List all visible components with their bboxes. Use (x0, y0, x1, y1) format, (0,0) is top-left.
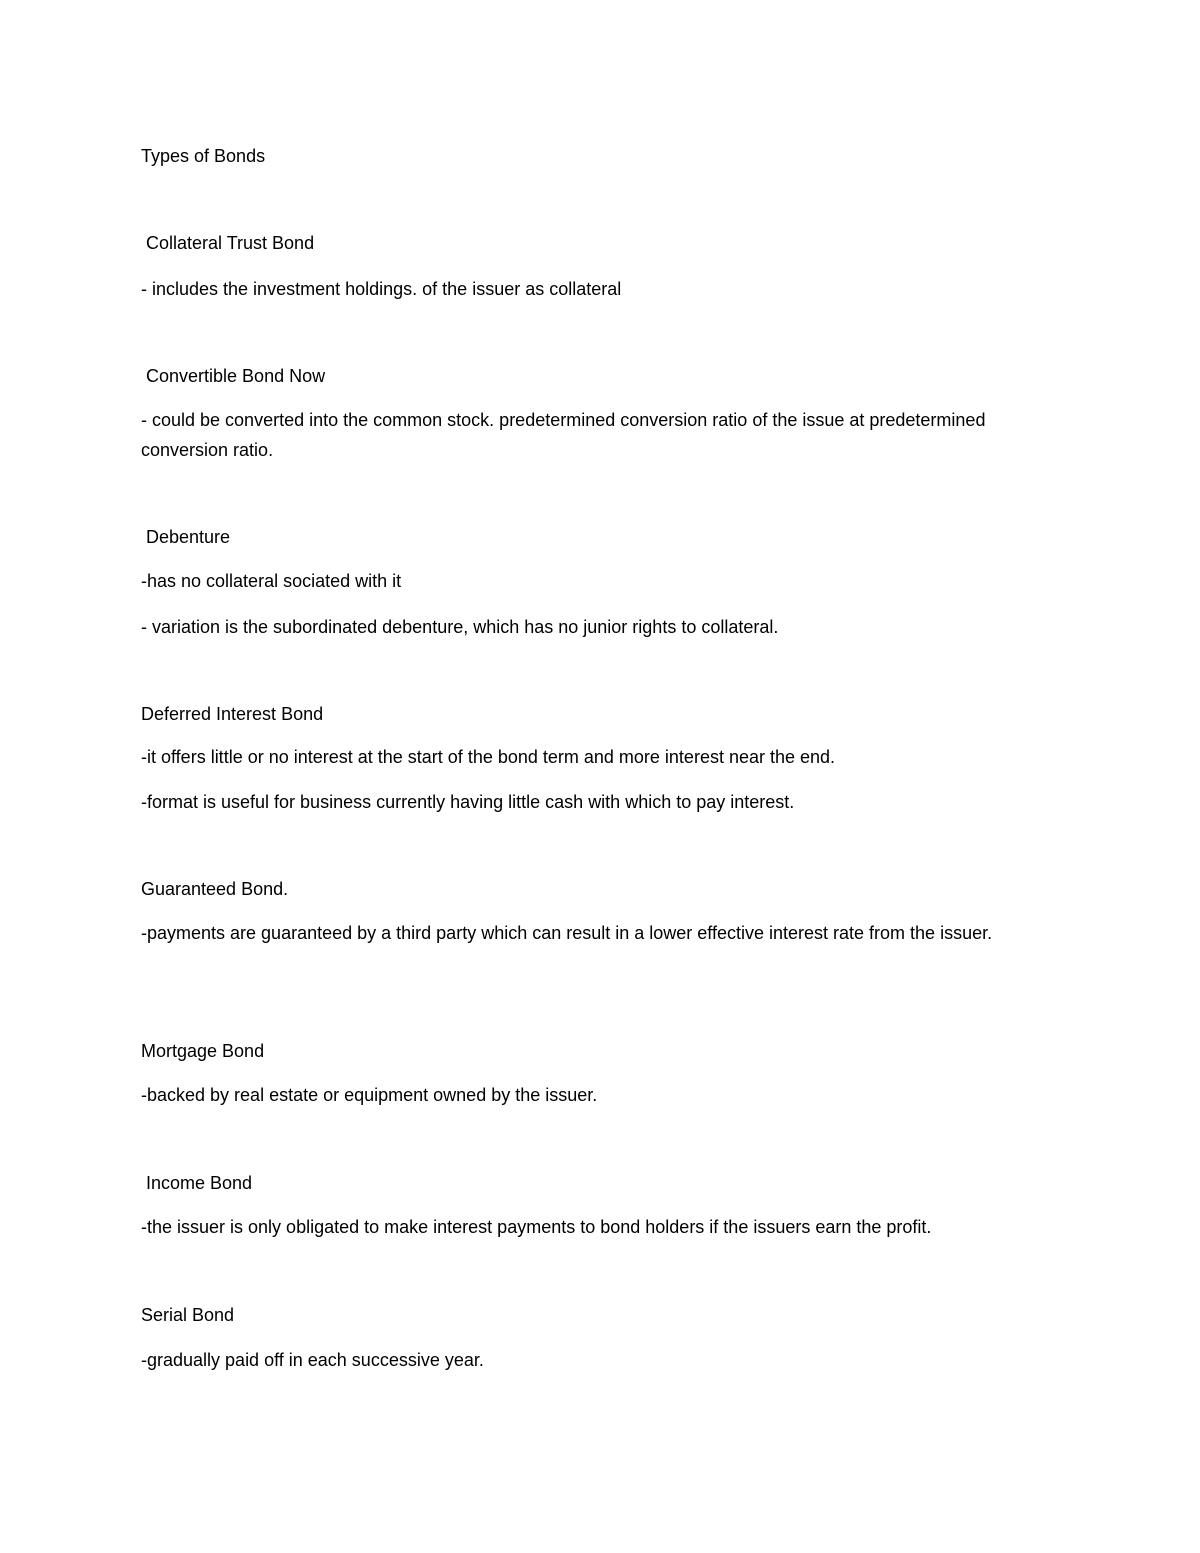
section-heading-collateral-trust-bond: Collateral Trust Bond (146, 233, 315, 253)
section-text: - could be converted into the common stock. predetermined conversion ratio of the issue at predetermined conversion ratio. (141, 410, 986, 460)
section-text: -it offers little or no interest at the start of the bond term and more interest near the end. (141, 747, 836, 767)
section-text: -the issuer is only obligated to make interest payments to bond holders if the issuers earn the profit. (141, 1217, 932, 1237)
section-heading-mortgage-bond: Mortgage Bond (141, 1041, 265, 1061)
section-text: -format is useful for business currently having little cash with which to pay interest. (141, 792, 795, 812)
section-text: -gradually paid off in each successive year. (141, 1350, 484, 1370)
section-text: -has no collateral sociated with it (141, 571, 402, 591)
section-text: - variation is the subordinated debenture, which has no junior rights to collateral. (141, 617, 779, 637)
section-text: -backed by real estate or equipment owned by the issuer. (141, 1085, 598, 1105)
section-heading-debenture: Debenture (146, 527, 231, 547)
section-heading-deferred-interest-bond: Deferred Interest Bond (141, 704, 324, 724)
section-heading-guaranteed-bond: Guaranteed Bond. (141, 879, 289, 899)
document-title: Types of Bonds (141, 146, 266, 166)
section-text: -payments are guaranteed by a third party which can result in a lower effective interest rate from the issuer. (141, 923, 993, 943)
section-text: - includes the investment holdings. of the issuer as collateral (141, 279, 622, 299)
section-heading-convertible-bond: Convertible Bond Now (146, 366, 326, 386)
section-heading-income-bond: Income Bond (146, 1173, 253, 1193)
section-heading-serial-bond: Serial Bond (141, 1305, 235, 1325)
